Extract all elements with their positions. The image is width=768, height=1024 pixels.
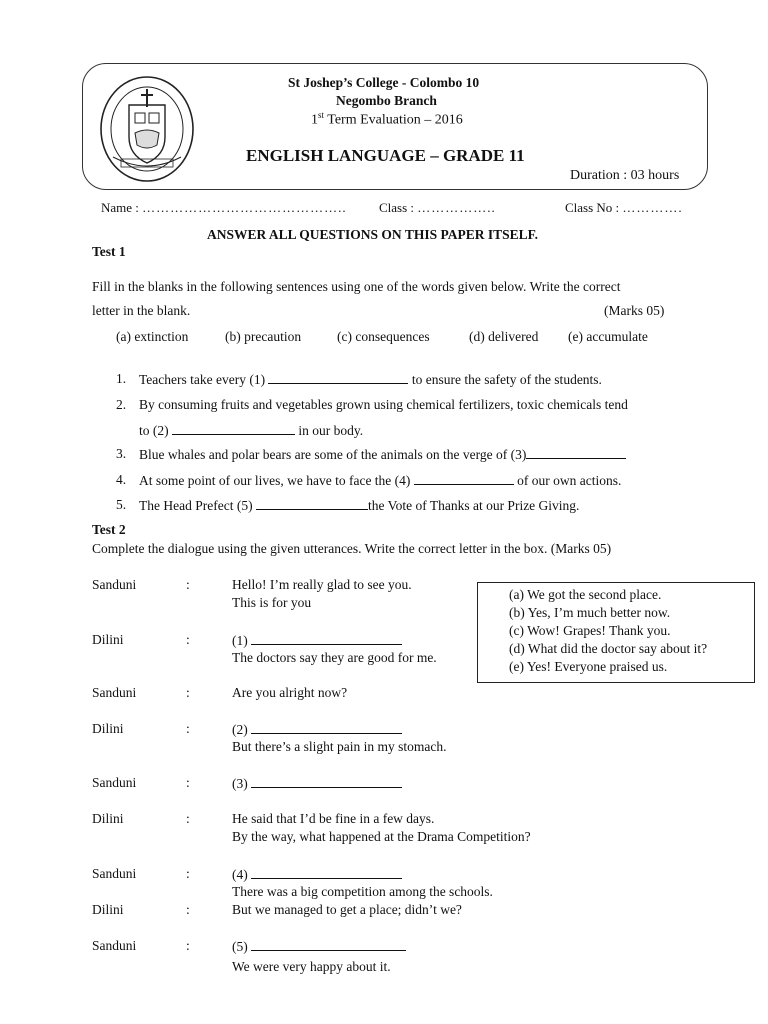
class-dots: ……………..	[417, 200, 496, 215]
name-dots: ……………………………………..	[142, 200, 347, 215]
answer-blank-2[interactable]	[251, 721, 402, 734]
word-d: (d) delivered	[469, 329, 539, 344]
term-superscript: st	[318, 110, 325, 120]
q1-text	[139, 371, 602, 388]
option-b: (b) Yes, I’m much better now.	[509, 605, 671, 620]
q2-text: By consuming fruits and vegetables grown using chemical fertilizers, toxic chemicals tend	[139, 397, 628, 412]
line-4a	[232, 721, 402, 738]
class-field	[379, 200, 496, 216]
line-1b: This is for you	[232, 595, 312, 610]
line-1a: Hello! I’m really glad to see you.	[232, 577, 412, 592]
line-4a-label: (2)	[232, 722, 252, 737]
option-a: (a) We got the second place.	[509, 587, 662, 602]
line-6a: He said that I’d be fine in a few days.	[232, 811, 435, 826]
word-a: (a) extinction	[116, 329, 189, 344]
q5-text	[139, 497, 579, 514]
q4-blank[interactable]	[414, 472, 514, 485]
term-rest: Term Evaluation – 2016	[324, 112, 463, 128]
line-6b: By the way, what happened at the Drama Competition?	[232, 829, 531, 844]
term-ordinal: 1	[311, 112, 318, 128]
colon-2: :	[186, 632, 190, 647]
q2-cont-post: in our body.	[295, 423, 364, 438]
speaker-8: Dilini	[92, 902, 124, 917]
q1-pre: Teachers take every (1)	[139, 372, 269, 387]
line-9a	[232, 938, 406, 955]
colon-9: :	[186, 938, 190, 953]
q4-number: 4.	[116, 472, 127, 487]
answer-blank-4[interactable]	[251, 866, 402, 879]
class-no-label: Class No :	[565, 200, 620, 215]
option-d: (d) What did the doctor say about it?	[509, 641, 708, 656]
test1-instruction-line1: Fill in the blanks in the following sentences using one of the words given below. Write the correct	[92, 279, 621, 294]
line-5a-label: (3)	[232, 776, 252, 791]
speaker-1: Sanduni	[92, 577, 137, 592]
branch-name: Negombo Branch	[336, 93, 437, 108]
q4-pre: At some point of our lives, we have to face the (4)	[139, 473, 414, 488]
speaker-7: Sanduni	[92, 866, 137, 881]
colon-6: :	[186, 811, 190, 826]
q5-number: 5.	[116, 497, 127, 512]
q4-text	[139, 472, 621, 489]
test1-marks: (Marks 05)	[604, 303, 665, 318]
q3-blank[interactable]	[526, 446, 626, 459]
answer-blank-3[interactable]	[251, 775, 402, 788]
line-3a: Are you alright now?	[232, 685, 348, 700]
line-7b: There was a big competition among the schools.	[232, 884, 493, 899]
q1-post: to ensure the safety of the students.	[408, 372, 602, 387]
line-4b: But there’s a slight pain in my stomach.	[232, 739, 447, 754]
q2-text-cont	[139, 422, 363, 439]
line-8a: But we managed to get a place; didn’t we?	[232, 902, 462, 917]
speaker-5: Sanduni	[92, 775, 137, 790]
q2-number: 2.	[116, 397, 127, 412]
main-instruction: ANSWER ALL QUESTIONS ON THIS PAPER ITSELF.	[207, 227, 538, 242]
line-7a	[232, 866, 402, 883]
test1-instruction-line2: letter in the blank.	[92, 303, 191, 318]
colon-3: :	[186, 685, 190, 700]
colon-5: :	[186, 775, 190, 790]
colon-7: :	[186, 866, 190, 881]
q2-cont-pre: to (2)	[139, 423, 172, 438]
colon-4: :	[186, 721, 190, 736]
answer-blank-5[interactable]	[251, 938, 406, 951]
speaker-9: Sanduni	[92, 938, 137, 953]
speaker-2: Dilini	[92, 632, 124, 647]
line-5a	[232, 775, 402, 792]
word-c: (c) consequences	[337, 329, 430, 344]
speaker-4: Dilini	[92, 721, 124, 736]
word-e: (e) accumulate	[568, 329, 648, 344]
speaker-6: Dilini	[92, 811, 124, 826]
duration: Duration : 03 hours	[570, 168, 680, 183]
school-name: St Joshep’s College - Colombo 10	[288, 75, 480, 90]
q3-number: 3.	[116, 446, 127, 461]
term-title	[311, 110, 463, 129]
q2-blank[interactable]	[172, 422, 295, 435]
q5-pre: The Head Prefect (5)	[139, 498, 256, 513]
test2-title: Test 2	[92, 522, 126, 537]
word-b: (b) precaution	[225, 329, 302, 344]
test2-instruction: Complete the dialogue using the given utterances. Write the correct letter in the box. (Marks 05)	[92, 541, 612, 556]
q1-number: 1.	[116, 371, 127, 386]
line-7a-label: (4)	[232, 867, 252, 882]
option-e: (e) Yes! Everyone praised us.	[509, 659, 668, 674]
option-c: (c) Wow! Grapes! Thank you.	[509, 623, 671, 638]
colon-8: :	[186, 902, 190, 917]
speaker-3: Sanduni	[92, 685, 137, 700]
q1-blank[interactable]	[268, 371, 408, 384]
name-label: Name :	[101, 200, 139, 215]
test1-title: Test 1	[92, 244, 126, 259]
college-crest-logo	[99, 75, 195, 183]
colon-1: :	[186, 577, 190, 592]
line-9b: We were very happy about it.	[232, 959, 391, 974]
q3-pre: Blue whales and polar bears are some of the animals on the verge of (3)	[139, 447, 527, 462]
line-2a	[232, 632, 402, 649]
line-2b: The doctors say they are good for me.	[232, 650, 437, 665]
q5-post: the Vote of Thanks at our Prize Giving.	[367, 498, 580, 513]
line-9a-label: (5)	[232, 939, 252, 954]
q5-blank[interactable]	[256, 497, 368, 510]
line-2a-label: (1)	[232, 633, 252, 648]
q3-text	[139, 446, 626, 463]
class-label: Class :	[379, 200, 415, 215]
subject-title: ENGLISH LANGUAGE – GRADE 11	[246, 146, 525, 165]
answer-blank-1[interactable]	[251, 632, 402, 645]
name-field	[101, 200, 347, 216]
class-no-field	[565, 200, 683, 216]
class-no-dots: ………….	[622, 200, 683, 215]
q4-post: of our own actions.	[513, 473, 622, 488]
